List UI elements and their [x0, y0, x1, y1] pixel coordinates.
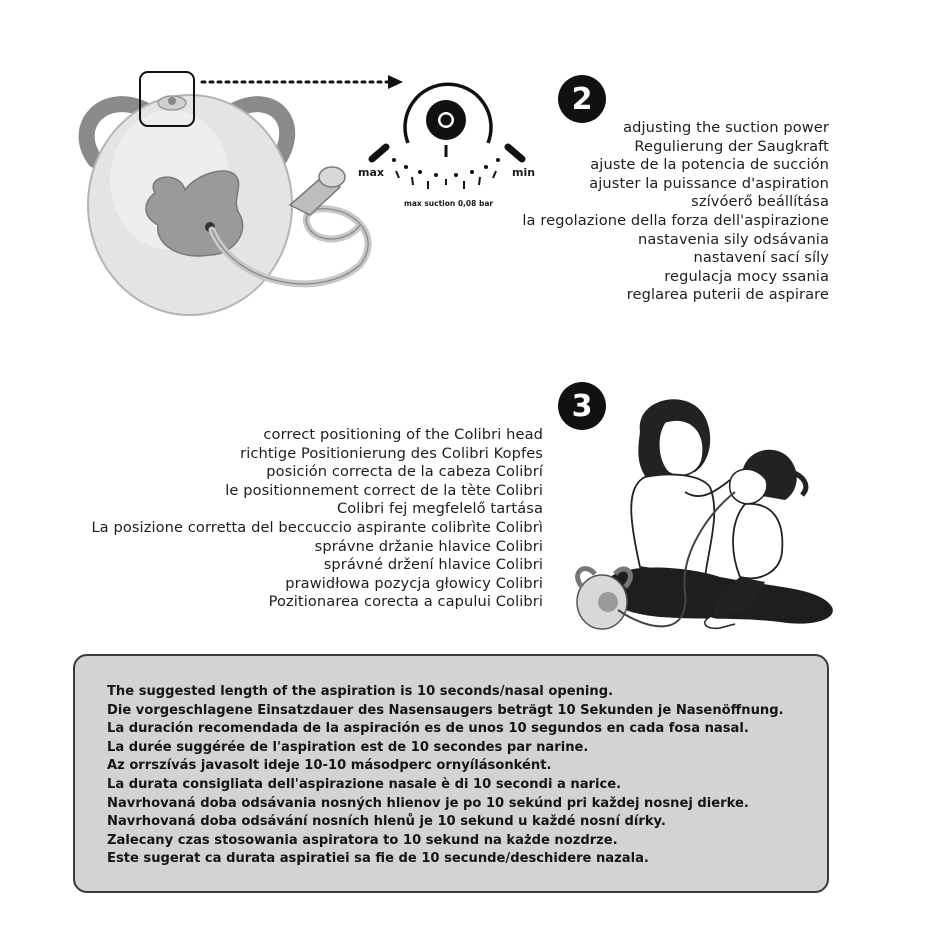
dial-max-label: max	[358, 166, 384, 179]
notice-line: La duración recomendada de la aspiración es de unos 10 segundos en cada fosa nasal.	[107, 721, 749, 737]
caption-line: La posizione corretta del beccuccio aspirante colibrìte Colibrì	[91, 518, 543, 536]
dial-min-label: min	[512, 166, 536, 179]
caption-line: posición correcta de la cabeza Colibrí	[266, 463, 543, 481]
caption-line: nastavenia sily odsávania	[637, 230, 829, 248]
caption-line: Pozitionarea corecta a capului Colibri	[268, 593, 543, 611]
caption-line: correct positioning of the Colibri head	[263, 426, 543, 443]
caption-line: szívóerő beállítása	[691, 193, 829, 211]
aspiration-duration-notice	[73, 654, 829, 893]
button-highlight-frame	[139, 71, 195, 127]
caption-line: Regulierung der Saugkraft	[634, 137, 829, 155]
notice-line: The suggested length of the aspiration is 10 seconds/nasal opening.	[107, 684, 614, 699]
notice-line: Zalecany czas stosowania aspiratora to 10 sekund na każde nozdrze.	[107, 832, 618, 848]
notice-line: Az orrszívás javasolt ideje 10-10 másodperc ornyílásonként.	[107, 758, 552, 774]
caption-line: ajuster la puissance d'aspiration	[589, 174, 829, 192]
step-2-captions	[522, 119, 829, 305]
caption-line: reglarea puterii de aspirare	[626, 286, 829, 304]
notice-lines	[107, 683, 784, 869]
caption-line: Colibri fej megfelelő tartása	[336, 500, 543, 518]
caption-line: správne držanie hlavice Colibri	[314, 537, 543, 555]
notice-line: Die vorgeschlagene Einsatzdauer des Nasensaugers beträgt 10 Sekunden je Nasenöffnung.	[107, 702, 784, 718]
step-3-captions	[91, 426, 543, 612]
step-3-badge: 3	[558, 382, 606, 430]
notice-line: Este sugerat ca durata aspiratiei sa fie de 10 secunde/deschidere nazala.	[107, 851, 649, 867]
caption-line: ajuste de la potencia de succión	[590, 156, 829, 174]
caption-line: le positionnement correct de la tète Colibri	[225, 481, 543, 499]
caption-line: richtige Positionierung des Colibri Kopfes	[240, 444, 543, 462]
notice-line: Navrhovaná doba odsávání nosních hlenů je 10 sekund u každé nosní dírky.	[107, 814, 666, 830]
mother-child-illustration	[570, 392, 845, 642]
caption-line: nastavení sací síly	[693, 249, 829, 267]
step-2-badge: 2	[558, 75, 606, 123]
aspirator-device-illustration	[60, 65, 390, 330]
caption-line: adjusting the suction power	[623, 119, 829, 136]
caption-line: regulacja mocy ssania	[664, 267, 829, 285]
caption-line: správné držení hlavice Colibri	[323, 556, 543, 574]
caption-line: prawidłowa pozycja głowicy Colibri	[285, 574, 543, 592]
caption-line: la regolazione della forza dell'aspirazione	[522, 211, 829, 229]
dial-caption: max suction 0,08 bar	[404, 199, 494, 208]
notice-line: La durée suggérée de l'aspiration est de 10 secondes par narine.	[107, 739, 589, 755]
notice-line: La durata consigliata dell'aspirazione nasale è di 10 secondi a narice.	[107, 776, 622, 792]
notice-line: Navrhovaná doba odsávania nosných hlienov je po 10 sekúnd pri každej nosnej dierke.	[107, 795, 749, 811]
